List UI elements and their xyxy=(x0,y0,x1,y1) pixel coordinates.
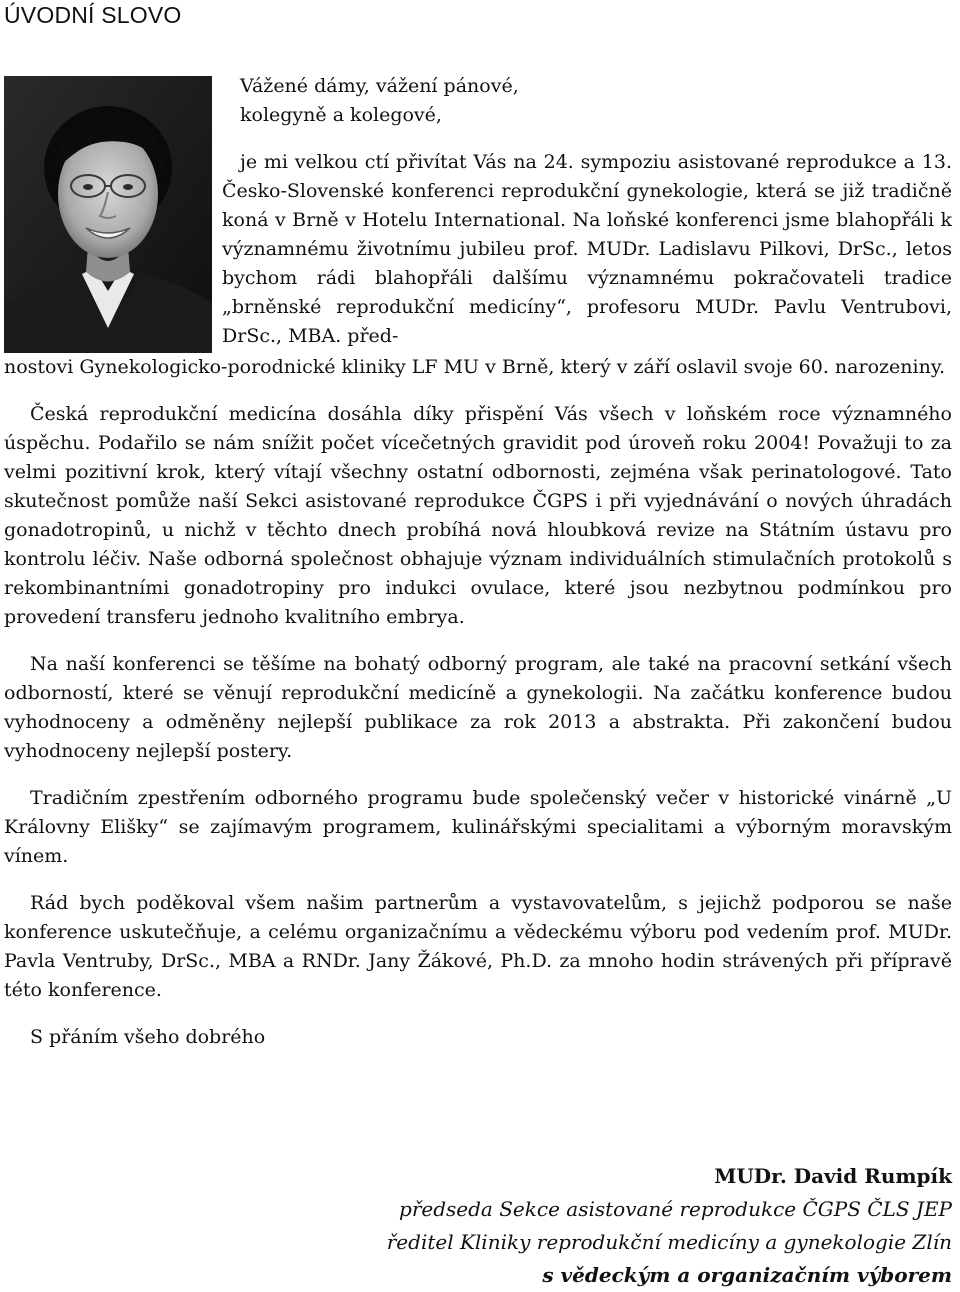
paragraph-reproductive-medicine: Česká reprodukční medicína dosáhla díky přispění Vás všech v loňském roce významného úspěchu. Podařilo se nám snížit počet vícečetných gravidit pod úroveň roku 2004! Považuji to za velmi pozitivní krok, který vítají všechny ostatní odbornosti, zejména však perinatologové. Tato skutečnost pomůže naší Sekci asistované reprodukce ČGPS i při vyjednávání o nových úhradách gonadotropinů, u nichž v těchto dnech probíhá nová hloubková revize na Státním ústavu pro kontrolu léčiv. Naše odborná společnost obhajuje význam individuálních stimulačních protokolů s rekombinantními gonadotropiny pro indukci ovulace, které jsou nezbytnou podmínkou pro provedení transferu jednoho kvalitního embrya. xyxy=(4,403,952,628)
portrait-photo-icon xyxy=(4,76,212,353)
intro-text-part-2: nostovi Gynekologicko-porodnické kliniky LF MU v Brně, který v září oslavil svoje 60. narozeniny. xyxy=(4,356,946,378)
paragraph-conference-program: Na naší konferenci se těšíme na bohatý odborný program, ale také na pracovní setkání všech odborností, které se věnují reprodukční medicíně a gynekologii. Na začátku konference budou vyhodnoceny a odměněny nejlepší publikace za rok 2013 a abstrakta. Při zakončení budou vyhodnoceny nejlepší postery. xyxy=(4,653,952,762)
intro-paragraph-top xyxy=(222,148,952,351)
signature-name: MUDr. David Rumpík xyxy=(714,1164,952,1188)
intro-text-part-1: je mi velkou ctí přivítat Vás na 24. sympoziu asistované reprodukce a 13. Česko-Slovenské konferenci reprodukční gynekologie, která se již tradičně koná v Brně v Hotelu International. Na loňské konferenci jsme blahopřáli k významnému životnímu jubileu prof. MUDr. Ladislavu Pilkovi, DrSc., letos bychom rádi blahopřáli dalšímu významnému pokračovateli tradice „brněnské reprodukční medicíny“, profesoru MUDr. Pavlu Ventrubovi, DrSc., MBA. před- xyxy=(222,151,952,347)
letter-body xyxy=(4,353,952,1070)
signature-block xyxy=(387,1160,952,1292)
paragraph-social-evening: Tradičním zpestřením odborného programu bude společenský večer v historické vinárně „U Královny Elišky“ se zajímavým programem, kulinářskými specialitami a výborným moravským vínem. xyxy=(4,787,952,867)
signature-role-3: s vědeckým a organizačním výborem xyxy=(542,1263,952,1287)
salutation-line-1: Vážené dámy, vážení pánové, xyxy=(240,75,519,97)
salutation xyxy=(240,72,519,130)
signature-role-1: předseda Sekce asistované reprodukce ČGPS ČLS JEP xyxy=(399,1197,952,1221)
closing-greeting: S přáním všeho dobrého xyxy=(30,1026,266,1048)
signature-role-2: ředitel Kliniky reprodukční medicíny a gynekologie Zlín xyxy=(386,1230,952,1254)
paragraph-acknowledgements: Rád bych poděkoval všem našim partnerům a vystavovatelům, s jejichž podporou se naše konference uskutečňuje, a celému organizačnímu a vědeckému výboru pod vedením prof. MUDr. Pavla Ventruby, DrSc., MBA a RNDr. Jany Žákové, Ph.D. za mnoho hodin strávených při přípravě této konference. xyxy=(4,892,952,1001)
page-title: ÚVODNÍ SLOVO xyxy=(4,2,182,28)
salutation-line-2: kolegyně a kolegové, xyxy=(240,104,442,126)
author-portrait xyxy=(4,76,212,353)
